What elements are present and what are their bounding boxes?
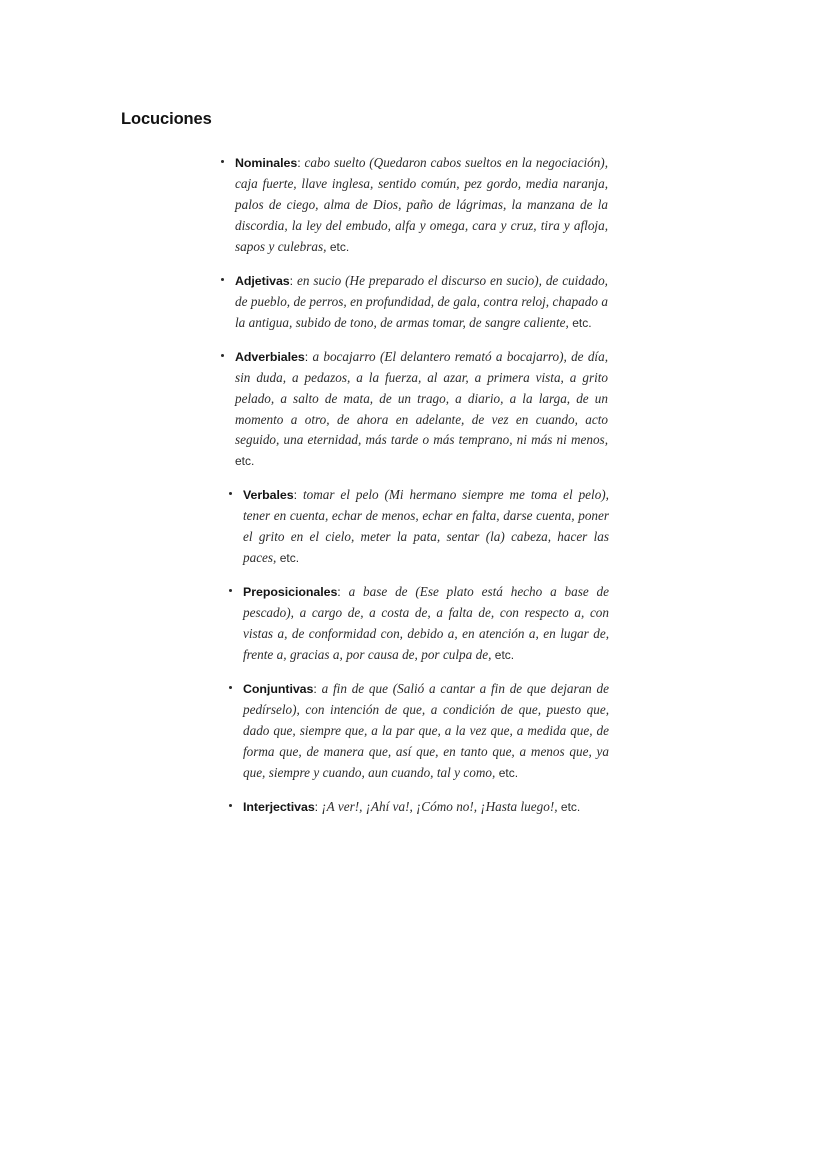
list-item-trailer: etc. xyxy=(572,315,592,330)
list-item-term: Verbales xyxy=(243,488,294,503)
bullet-point-icon xyxy=(229,804,232,807)
list-item-text xyxy=(243,582,609,666)
list-item-term: Nominales xyxy=(235,156,298,171)
list-item-term: Preposicionales xyxy=(243,585,338,600)
list-item-examples: tomar el pelo (Mi hermano siempre me toma el pelo), tener en cuenta, echar de menos, echar en falta, darse cuenta, poner el grito en el cielo, meter la pata, sentar (la) cabeza, hacer las paces, xyxy=(243,487,609,566)
list-item-term: Adverbiales xyxy=(235,349,305,364)
list-item-examples: a fin de que (Salió a cantar a fin de que dejaran de pedírselo), con intención de que, a condición de que, puesto que, dado que, siempre que, a la par que, a la vez que, a medida que, de forma que, de manera que, así que, en tanto que, a menos que, ya que, siempre y cuando, aun cuando, tal y como, xyxy=(243,681,610,780)
list-item xyxy=(0,271,828,334)
list-item xyxy=(0,485,828,569)
label-separator: : xyxy=(314,799,319,814)
list-item xyxy=(0,582,828,666)
bullet-point-icon xyxy=(229,492,232,495)
list-item-text xyxy=(235,271,608,334)
list-item xyxy=(0,679,828,784)
list-item-text xyxy=(235,347,608,472)
list-item-term: Interjectivas xyxy=(243,799,315,814)
list-item-term: Adjetivas xyxy=(235,273,290,288)
locuciones-list xyxy=(0,140,828,831)
list-item-text xyxy=(243,679,609,784)
bullet-point-icon xyxy=(221,278,224,281)
bullet-point-icon xyxy=(229,589,232,592)
list-item-examples: ¡A ver!, ¡Ahí va!, ¡Cómo no!, ¡Hasta luego!, xyxy=(321,798,558,814)
label-separator: : xyxy=(297,156,301,171)
bullet-point-icon xyxy=(221,160,224,163)
label-separator: : xyxy=(289,273,294,288)
label-separator: : xyxy=(304,349,309,364)
list-item-trailer: etc. xyxy=(279,551,300,566)
bullet-point-icon xyxy=(221,354,224,357)
list-item-trailer: etc. xyxy=(494,647,515,662)
list-item-text xyxy=(243,797,609,818)
list-item xyxy=(0,153,828,258)
list-item-examples: a base de (Ese plato está hecho a base de pescado), a cargo de, a costa de, a falta de, con respecto a, con vistas a, de conformidad con, debido a, en atención a, en lugar de, frente a, gracias a, por causa de, por culpa de, xyxy=(243,584,609,662)
list-item-examples: a bocajarro (El delantero remató a bocajarro), de día, sin duda, a pedazos, a la fuerza, al azar, a primera vista, a grito pelado, a salto de mata, de un trago, a diario, a la larga, de un momento a otro, de ahora en adelante, de vez en cuando, acto seguido, una eternidad, más tarde o más temprano, ni más ni menos, xyxy=(235,348,608,448)
list-item-trailer: etc. xyxy=(235,454,255,469)
list-item xyxy=(0,797,828,818)
list-item-trailer: etc. xyxy=(498,765,519,780)
label-separator: : xyxy=(313,682,317,697)
page-title: Locuciones xyxy=(121,110,212,129)
list-item-trailer: etc. xyxy=(329,239,350,254)
list-item xyxy=(0,347,828,472)
list-item-text xyxy=(243,485,609,569)
list-item-trailer: etc. xyxy=(560,799,581,814)
label-separator: : xyxy=(337,585,341,600)
label-separator: : xyxy=(293,488,298,503)
bullet-point-icon xyxy=(229,686,232,689)
list-item-examples: en sucio (He preparado el discurso en sucio), de cuidado, de pueblo, de perros, en profundidad, de gala, contra reloj, chapado a la antigua, subido de tono, de armas tomar, de sangre caliente, xyxy=(235,272,608,330)
list-item-term: Conjuntivas xyxy=(243,682,314,697)
list-item-text xyxy=(235,153,608,258)
list-item-examples: cabo suelto (Quedaron cabos sueltos en la negociación), caja fuerte, llave inglesa, sentido común, pez gordo, media naranja, palos de ciego, alma de Dios, paño de lágrimas, la manzana de la discordia, la ley del embudo, alfa y omega, cara y cruz, tira y afloja, sapos y culebras, xyxy=(235,155,608,254)
